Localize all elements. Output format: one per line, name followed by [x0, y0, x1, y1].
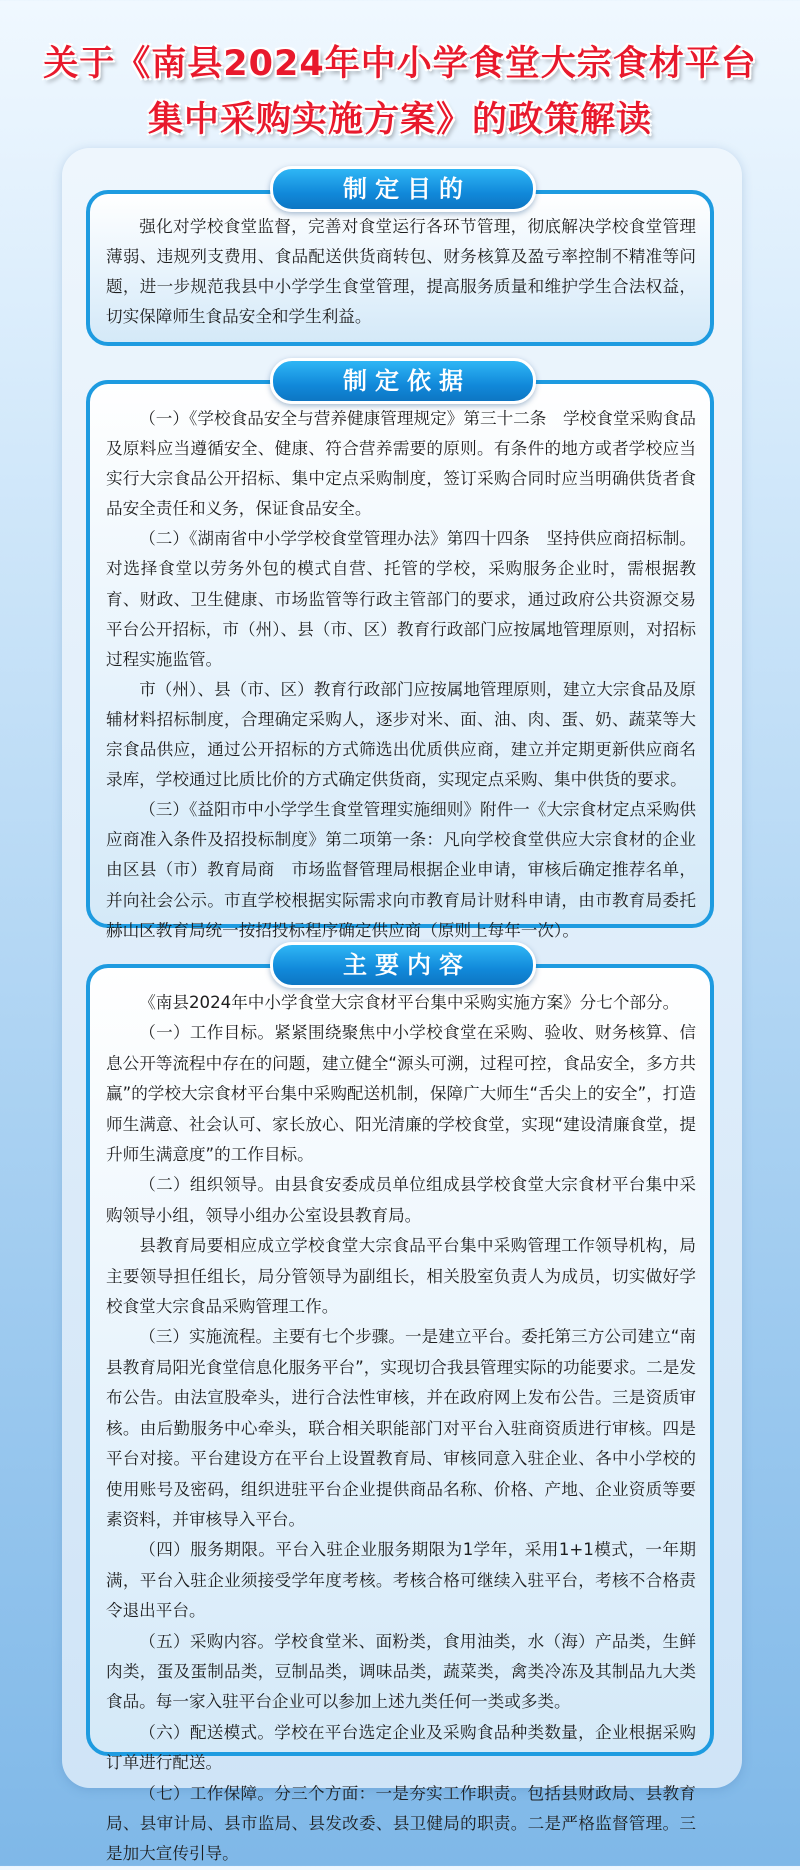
section-basis-body — [106, 404, 696, 946]
section-content-paragraph: 《南县2024年中小学食堂大宗食材平台集中采购实施方案》分七个部分。 — [139, 993, 680, 1012]
section-content-paragraph: （四）服务期限。平台入驻企业服务期限为1学年，采用1+1模式，一年期满，平台入驻企业须接受学年度考核。考核合格可继续入驻平台，考核不合格责令退出平台。 — [106, 1540, 696, 1621]
section-purpose-heading: 制定目的 — [270, 166, 536, 212]
section-content-body — [106, 988, 696, 1870]
page-title-line-2: 集中采购实施方案》的政策解读 — [147, 100, 652, 140]
page-title-line-1: 关于《南县2024年中小学食堂大宗食材平台 — [43, 44, 757, 84]
section-purpose-paragraph: 强化对学校食堂监督，完善对食堂运行各环节管理，彻底解决学校食堂管理薄弱、违规列支费用、食品配送供货商转包、财务核算及盈亏率控制不精准等问题，进一步规范我县中小学学生食堂管理，提高服务质量和维护学生合法权益，切实保障师生食品安全和学生利益。 — [106, 217, 696, 327]
section-basis-paragraph: （二）《湖南省中小学学校食堂管理办法》第四十四条 坚持供应商招标制。对选择食堂以劳务外包的模式自营、托管的学校，采购服务企业时，需根据教育、财政、卫生健康、市场监管等行政主管部门的要求，通过政府公共资源交易平台公开招标，市（州）、县（市、区）教育行政部门应按属地管理原则，对招标过程实施监管。 — [106, 529, 696, 669]
section-content-paragraph: （七）工作保障。分三个方面：一是夯实工作职责。包括县财政局、县教育局、县审计局、县市监局、县发改委、县卫健局的职责。二是严格监督管理。三是加大宣传引导。 — [106, 1783, 696, 1864]
section-purpose-body — [106, 212, 696, 332]
section-content-paragraph: （一）工作目标。紧紧围绕聚焦中小学校食堂在采购、验收、财务核算、信息公开等流程中存在的问题，建立健全“源头可溯，过程可控，食品安全，多方共赢”的学校大宗食材平台集中采购配送机制，保障广大师生“舌尖上的安全”，打造师生满意、社会认可、家长放心、阳光清廉的学校食堂，实现“建设清廉食堂，提升师生满意度”的工作目标。 — [106, 1023, 696, 1165]
section-content-paragraph: （三）实施流程。主要有七个步骤。一是建立平台。委托第三方公司建立“南县教育局阳光食堂信息化服务平台”，实现切合我县管理实际的功能要求。二是发布公告。由法宣股牵头，进行合法性审核，并在政府网上发布公告。三是资质审核。由后勤服务中心牵头，联合相关职能部门对平台入驻商资质进行审核。四是平台对接。平台建设方在平台上设置教育局、审核同意入驻企业、各中小学校的使用账号及密码，组织进驻平台企业提供商品名称、价格、产地、企业资质等要素资料，并审核导入平台。 — [106, 1327, 696, 1529]
section-content-paragraph: 县教育局要相应成立学校食堂大宗食品平台集中采购管理工作领导机构，局主要领导担任组长，局分管领导为副组长，相关股室负责人为成员，切实做好学校食堂大宗食品采购管理工作。 — [106, 1236, 696, 1317]
section-content-paragraph: （二）组织领导。由县食安委成员单位组成县学校食堂大宗食材平台集中采购领导小组，领导小组办公室设县教育局。 — [106, 1175, 696, 1225]
section-content-paragraph: （五）采购内容。学校食堂米、面粉类，食用油类，水（海）产品类，生鲜肉类，蛋及蛋制品类，豆制品类，调味品类，蔬菜类，禽类冷冻及其制品九大类食品。每一家入驻平台企业可以参加上述九类任何一类或多类。 — [106, 1631, 696, 1712]
section-content-paragraph: （六）配送模式。学校在平台选定企业及采购食品种类数量，企业根据采购订单进行配送。 — [106, 1722, 696, 1773]
section-basis-paragraph: （一）《学校食品安全与营养健康管理规定》第三十二条 学校食堂采购食品及原料应当遵循安全、健康、符合营养需要的原则。有条件的地方或者学校应当实行大宗食品公开招标、集中定点采购制度，签订采购合同时应当明确供货者食品安全责任和义务，保证食品安全。 — [106, 409, 696, 519]
section-content-heading: 主要内容 — [270, 942, 536, 988]
section-basis-heading: 制定依据 — [270, 358, 536, 404]
section-basis-paragraph: （三）《益阳市中小学学生食堂管理实施细则》附件一《大宗食材定点采购供应商准入条件及招投标制度》第二项第一条：凡向学校食堂供应大宗食材的企业由区县（市）教育局商 市场监督管理局根据企业申请，审核后确定推荐名单，并向社会公示。市直学校根据实际需求向市教育局计财科申请，由市教育局委托赫山区教育局统一按招投标程序确定供应商（原则上每年一次）。 — [106, 800, 696, 940]
section-basis-paragraph: 市（州）、县（市、区）教育行政部门应按属地管理原则，建立大宗食品及原辅材料招标制度，合理确定采购人，逐步对米、面、油、肉、蛋、奶、蔬菜等大宗食品供应，通过公开招标的方式筛选出优质供应商，建立并定期更新供应商名录库，学校通过比质比价的方式确定供货商，实现定点采购、集中供货的要求。 — [106, 679, 696, 790]
